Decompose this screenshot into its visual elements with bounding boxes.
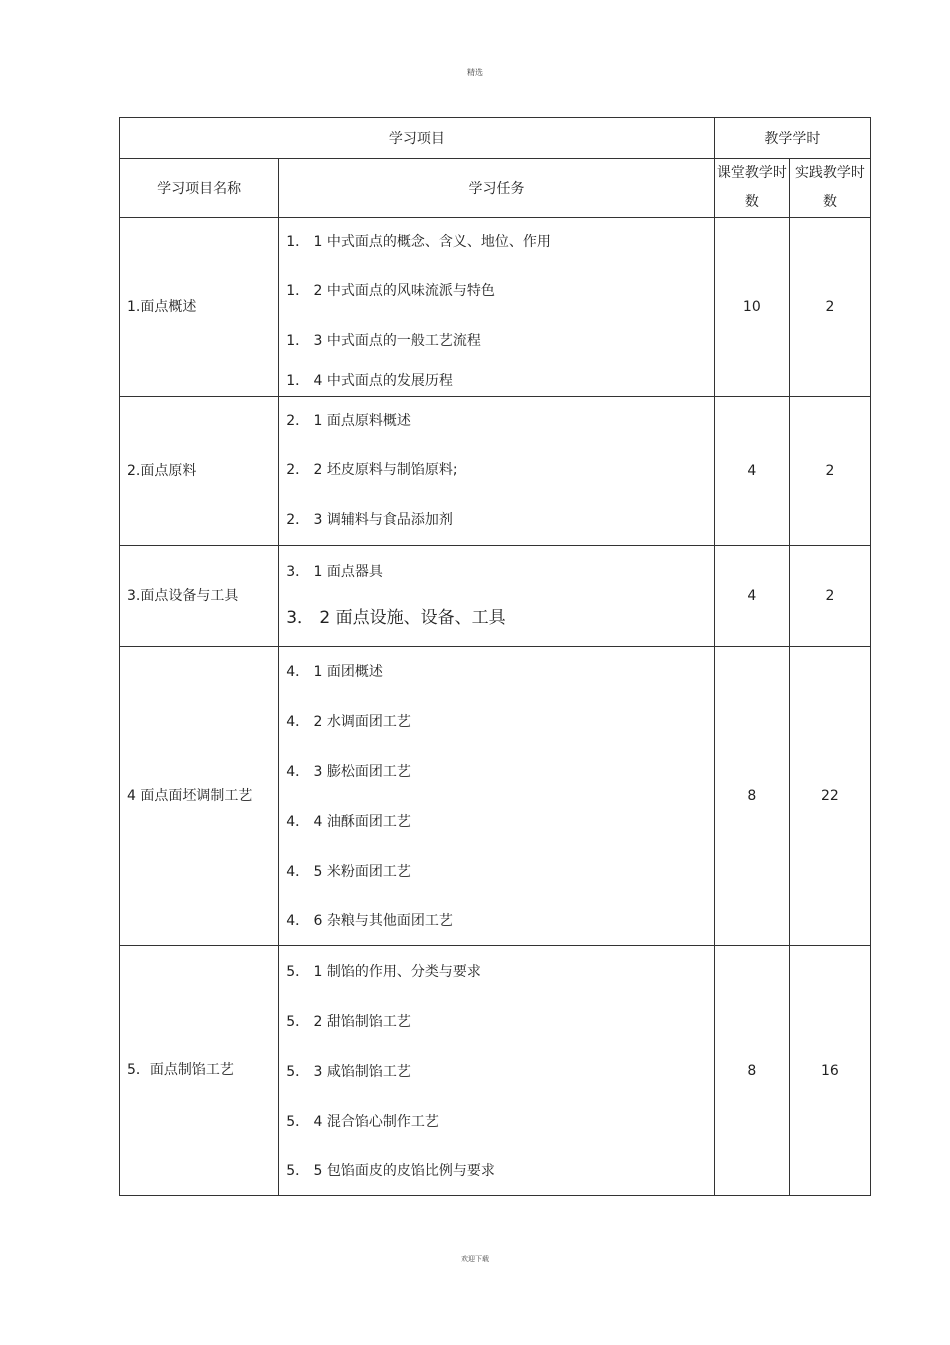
header-watermark: 精选 <box>467 68 483 77</box>
tasks-cell <box>279 218 715 397</box>
practice-hours-cell: 2 <box>789 397 870 546</box>
header-project: 学习项目 <box>120 118 715 159</box>
header-tasks: 学习任务 <box>279 159 715 218</box>
header-project-name: 学习项目名称 <box>120 159 279 218</box>
header-practice-hours: 实践教学时数 <box>789 159 870 218</box>
project-name-cell: 1.面点概述 <box>120 218 279 397</box>
table-row <box>120 218 871 397</box>
task-item: 4． 3 膨松面团工艺 <box>286 764 411 780</box>
practice-hours-cell: 2 <box>789 546 870 647</box>
task-item: 2． 2 坯皮原料与制馅原料; <box>286 462 458 478</box>
project-name-cell: 4 面点面坯调制工艺 <box>120 647 279 946</box>
task-item: 5． 5 包馅面皮的皮馅比例与要求 <box>286 1162 495 1179</box>
project-name-cell: 2.面点原料 <box>120 397 279 546</box>
classroom-hours-cell: 10 <box>714 218 789 397</box>
task-item: 3． 1 面点器具 <box>286 564 383 580</box>
task-item: 4． 6 杂粮与其他面团工艺 <box>286 913 453 929</box>
task-item: 2． 1 面点原料概述 <box>286 413 411 429</box>
syllabus-table <box>119 117 871 1196</box>
task-item: 3． 2 面点设施、设备、工具 <box>286 608 506 628</box>
practice-hours-cell: 22 <box>789 647 870 946</box>
tasks-cell <box>279 546 715 647</box>
task-item: 2． 3 调辅料与食品添加剂 <box>286 512 453 528</box>
classroom-hours-cell: 8 <box>714 647 789 946</box>
practice-hours-cell: 16 <box>789 946 870 1196</box>
project-name-cell: 3.面点设备与工具 <box>120 546 279 647</box>
task-item: 5． 1 制馅的作用、分类与要求 <box>286 963 481 980</box>
task-item: 5． 2 甜馅制馅工艺 <box>286 1013 411 1030</box>
project-name-cell: 5．面点制馅工艺 <box>120 946 279 1196</box>
table-row <box>120 546 871 647</box>
task-item: 5． 3 咸馅制馅工艺 <box>286 1063 411 1080</box>
task-item: 1． 3 中式面点的一般工艺流程 <box>286 333 481 349</box>
task-item: 4． 4 油酥面团工艺 <box>286 814 411 830</box>
tasks-cell <box>279 647 715 946</box>
classroom-hours-cell: 4 <box>714 546 789 647</box>
header-classroom-hours: 课堂教学时数 <box>714 159 789 218</box>
tasks-cell <box>279 397 715 546</box>
task-item: 4． 5 米粉面团工艺 <box>286 864 411 880</box>
task-item: 1． 4 中式面点的发展历程 <box>286 373 453 389</box>
classroom-hours-cell: 8 <box>714 946 789 1196</box>
header-teaching-hours: 教学学时 <box>714 118 870 159</box>
tasks-cell <box>279 946 715 1196</box>
table-row <box>120 397 871 546</box>
table-row <box>120 647 871 946</box>
task-item: 4． 1 面团概述 <box>286 664 383 680</box>
task-item: 4． 2 水调面团工艺 <box>286 714 411 730</box>
task-item: 1． 1 中式面点的概念、含义、地位、作用 <box>286 234 551 250</box>
practice-hours-cell: 2 <box>789 218 870 397</box>
footer-watermark: 欢迎下载 <box>461 1255 489 1263</box>
table-row <box>120 946 871 1196</box>
classroom-hours-cell: 4 <box>714 397 789 546</box>
task-item: 1． 2 中式面点的风味流派与特色 <box>286 283 495 299</box>
task-item: 5． 4 混合馅心制作工艺 <box>286 1113 439 1130</box>
